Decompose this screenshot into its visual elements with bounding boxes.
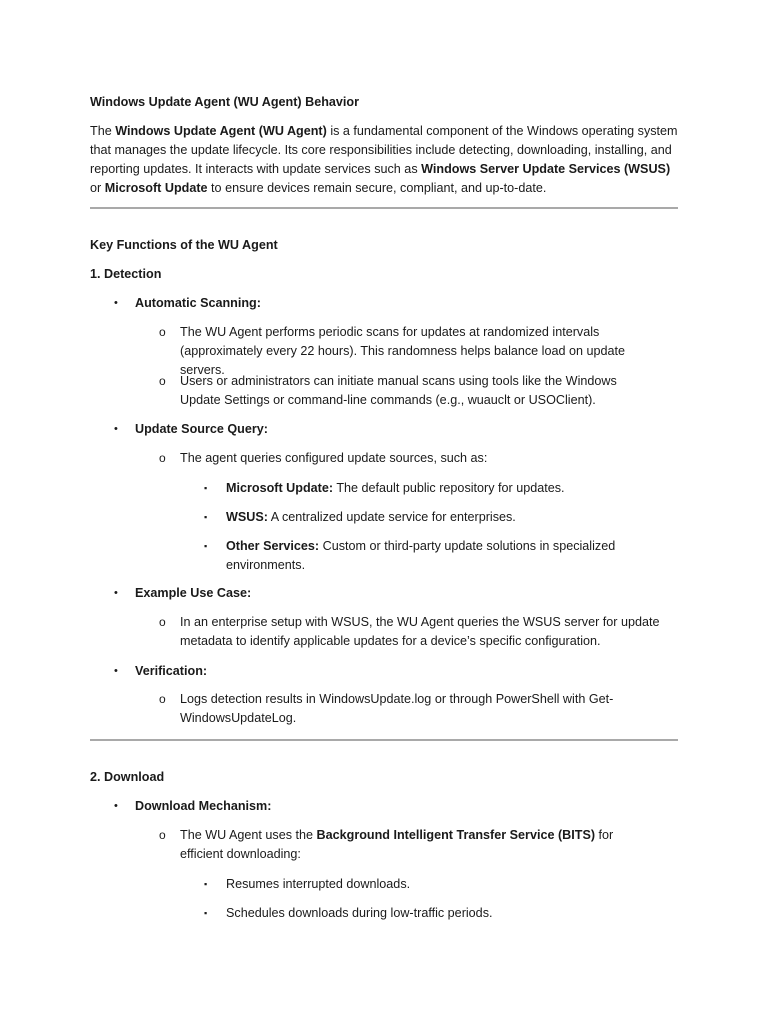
bullet-disc-icon: • [114, 587, 118, 599]
source-text: A centralized update service for enterprises. [267, 510, 516, 524]
use-case-label: Example Use Case: [135, 586, 252, 600]
bullet-square-icon: ▪ [204, 541, 208, 551]
mechanism-text: The WU Agent uses the [180, 828, 317, 842]
intro-text: The [90, 124, 116, 138]
intro-bold-agent: Windows Update Agent (WU Agent) [115, 124, 327, 138]
bullet-square-icon: ▪ [204, 879, 208, 889]
intro-paragraph [90, 122, 680, 198]
source-label: WSUS: [226, 510, 268, 524]
mechanism-text: for efficient downloading: [180, 828, 614, 861]
use-case-item-1: In an enterprise setup with WSUS, the WU Agent queries the WSUS server for update metadata to identify applicable updates for a device’s specific configuration. [180, 615, 660, 648]
source-text: The default public repository for updates. [333, 481, 565, 495]
verification-label: Verification: [135, 664, 208, 678]
bullet-square-icon: ▪ [204, 512, 208, 522]
bullet-circle-icon: o [159, 325, 166, 339]
bullet-circle-icon: o [159, 451, 166, 465]
auto-scan-item-1: The WU Agent performs periodic scans for updates at randomized intervals (approximately every 22 hours). This randomness helps balance load on update servers. [180, 325, 626, 377]
bullet-disc-icon: • [114, 423, 118, 435]
download-heading: 2. Download [90, 770, 165, 784]
download-sub-1: Resumes interrupted downloads. [226, 877, 411, 891]
source-label: Other Services: [226, 539, 320, 553]
intro-bold-microsoft-update: Microsoft Update [104, 181, 208, 195]
source-other-services [226, 537, 646, 575]
download-mechanism-label: Download Mechanism: [135, 799, 272, 813]
source-query-label: Update Source Query: [135, 422, 268, 436]
bullet-circle-icon: o [159, 828, 166, 842]
bullet-circle-icon: o [159, 374, 166, 388]
intro-text: to ensure devices remain secure, compliant, and up-to-date. [207, 181, 547, 195]
bullet-disc-icon: • [114, 800, 118, 812]
download-sub-2: Schedules downloads during low-traffic periods. [226, 906, 493, 920]
intro-bold-wsus: Windows Server Update Services (WSUS) [421, 162, 671, 176]
source-wsus [226, 508, 646, 527]
auto-scan-label: Automatic Scanning: [135, 296, 261, 310]
source-microsoft-update [226, 479, 646, 498]
source-text: Custom or third-party update solutions in specialized environments. [226, 539, 616, 572]
auto-scan-item-2: Users or administrators can initiate manual scans using tools like the Windows Update Settings or command-line commands (e.g., wuauclt or USOClient). [180, 374, 617, 407]
bullet-circle-icon: o [159, 615, 166, 629]
bullet-disc-icon: • [114, 665, 118, 677]
intro-text: or [90, 181, 105, 195]
verification-item-1: Logs detection results in WindowsUpdate.log or through PowerShell with Get-WindowsUpdateLog. [180, 692, 614, 725]
mechanism-bold-bits: Background Intelligent Transfer Service (BITS) [316, 828, 596, 842]
horizontal-divider [90, 739, 678, 741]
bullet-square-icon: ▪ [204, 483, 208, 493]
bullet-disc-icon: • [114, 297, 118, 309]
source-label: Microsoft Update: [226, 481, 334, 495]
key-functions-heading: Key Functions of the WU Agent [90, 238, 278, 252]
horizontal-divider [90, 207, 678, 209]
bullet-square-icon: ▪ [204, 908, 208, 918]
source-query-item-1: The agent queries configured update sources, such as: [180, 451, 488, 465]
detection-heading: 1. Detection [90, 267, 162, 281]
intro-text: is a fundamental component of the Windows operating system that manages the update lifecycle. Its core responsibilities include detecting, downloading, installing, and reporting updates. It interacts with update services such as [90, 124, 678, 176]
download-mechanism-item-1 [180, 826, 650, 864]
document-title: Windows Update Agent (WU Agent) Behavior [90, 95, 360, 109]
bullet-circle-icon: o [159, 692, 166, 706]
